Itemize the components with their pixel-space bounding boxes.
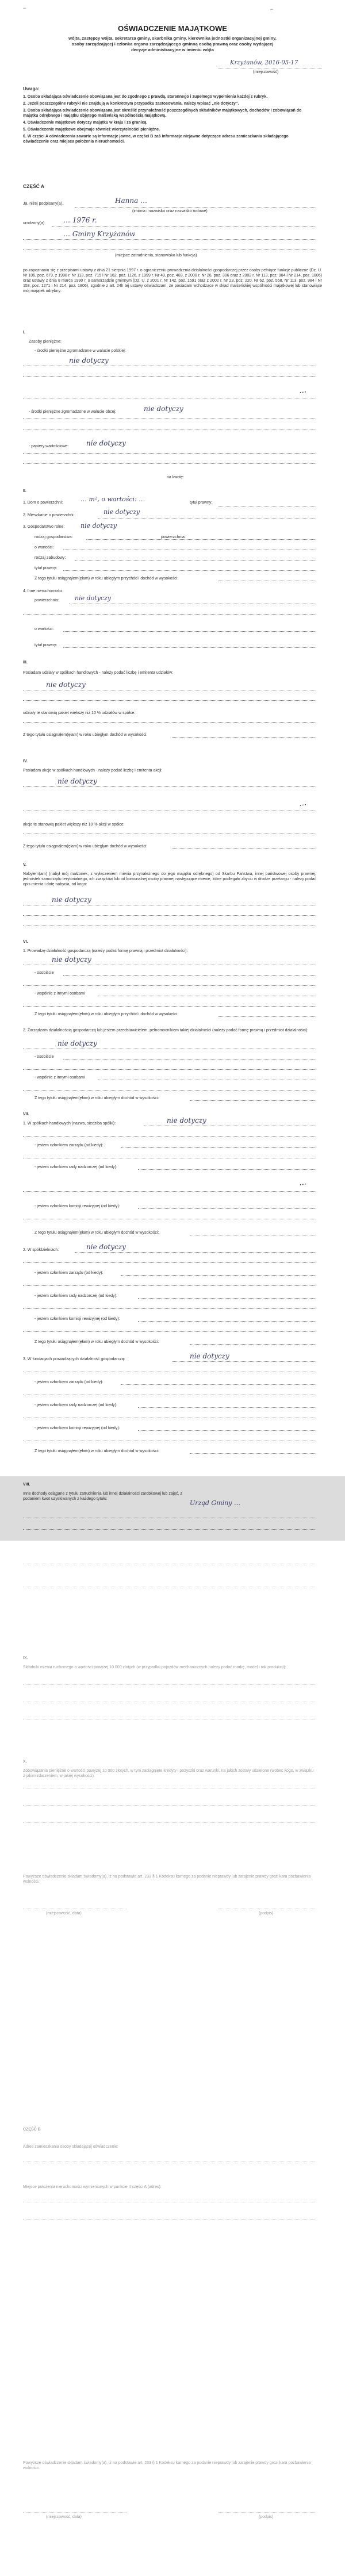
workplace-line-2	[23, 249, 316, 250]
section-v-line-2	[23, 915, 316, 916]
securities-label: - papiery wartościowe:	[29, 444, 69, 448]
vi-line-a	[23, 985, 316, 986]
vii-line-a	[23, 1136, 316, 1137]
section-iii-line-3	[23, 722, 316, 723]
house-value: … m², o wartości: …	[80, 496, 145, 503]
vii-income2-line	[190, 1344, 316, 1345]
vi-income1-line	[218, 1016, 316, 1017]
vii-income1: Z tego tytułu osiągnąłem(ęłam) w roku ubiegłym dochód w wysokości:	[34, 1231, 159, 1235]
vii-zarzad: - jestem członkiem zarządu (od kiedy):	[34, 1143, 103, 1147]
initials-signature-2: …	[298, 798, 307, 808]
section-viii-roman: VIII.	[23, 1483, 30, 1487]
x-line-2	[23, 1805, 316, 1806]
flat-value: nie dotyczy	[103, 508, 140, 516]
legal-text: po zapoznaniu się z przepisami ustawy z dnia 21 sierpnia 1997 r. o ograniczeniu prowadzenia działalności gospodarczej przez osoby pełniące funkcje publiczne (Dz. U. Nr 106, poz. 679, z 1998 r. Nr 113, poz. 715 i Nr 162, poz. 1126, z 1999 r. Nr 49, poz. 483, z 2000 r. Nr 26, poz. 306 oraz z 2002 r. Nr 113, poz. 984 i Nr 214, poz. 1806) oraz ustawy z dnia 8 marca 1990 r. o samorządzie gminnym (Dz. U. z 2001 r. Nr 142, poz. 1591 oraz z 2002 r. Nr 23, poz. 220, Nr 62, poz. 558, Nr 113, poz. 984 i Nr 153, poz. 1271 i Nr 214, poz. 1806), zgodnie z art. 24h tej ustawy oświadczam, że posiadam wchodzące w skład małżeńskiej wspólności majątkowej lub stanowiące mój majątek odrębny:	[23, 268, 322, 293]
farm-value: nie dotyczy	[80, 522, 117, 529]
house-title-label: tytuł prawny:	[190, 501, 213, 505]
securities-line-2	[23, 463, 316, 464]
place-date-label: (miejscowość)	[253, 70, 279, 74]
vi-income2-line	[190, 1100, 316, 1101]
x-line-3	[23, 1822, 316, 1823]
vii-rada2: - jestem członkiem rady nadzorczej (od kiedy):	[34, 1294, 117, 1298]
uwaga-list	[23, 94, 310, 146]
footer2-sign-line	[218, 2512, 316, 2513]
czesc-b-address-label: Adres zamieszkania osoby składającej oświadczenie:	[23, 2145, 118, 2149]
section-i-label: Zasoby pieniężne:	[29, 340, 62, 344]
vii-item2-line	[75, 1252, 316, 1253]
section-v-text: Nabyłem(am) (nabył mój małżonek, z wyłączeniem mienia przynależnego do jego majątku odrębnego) od Skarbu Państwa, innej państwowej osoby prawnej, jednostek samorządu terytorialnego, ich związków lub od komunalnej osoby prawnej następujące mienie, które podlegało zbyciu w drodze przetargu - należy podać opis mienia i datę nabycia, od kogo:	[23, 872, 316, 886]
vii-komisja: - jestem członkiem komisji rewizyjnej (od kiedy):	[34, 1204, 120, 1208]
vi-osobiscie2: - osobiście	[34, 1055, 54, 1059]
vii-zarzad2-line	[121, 1275, 316, 1276]
pln-value: nie dotyczy	[69, 356, 109, 364]
section-viii-value: Urząd Gminy …	[190, 1499, 240, 1507]
vi-wspolnie: - wspólnie z innymi osobami	[34, 992, 85, 996]
declarant-value: Hanna …	[115, 197, 148, 205]
section-i-roman: I.	[23, 331, 25, 335]
footer2-sign-label: (podpis)	[259, 2515, 274, 2519]
footer-sign-label: (podpis)	[259, 1911, 274, 1915]
flat-label: 2. Mieszkanie o powierzchni:	[23, 513, 75, 517]
declarant-line	[75, 207, 316, 208]
footer-place-label: (miejscowość, data)	[46, 1911, 82, 1915]
scan-fold-band	[0, 1476, 345, 1541]
other-area-value: nie dotyczy	[75, 594, 112, 602]
footer2-place-line	[23, 2512, 126, 2513]
other-title-line	[63, 647, 316, 648]
vii-income3-line	[190, 1453, 316, 1454]
law-note: Powyższe oświadczenie składam świadomy(a), iż na podstawie art. 233 § 1 Kodeksu karnego za podanie nieprawdy lub zatajenie prawdy grozi kara pozbawienia wolności.	[23, 1875, 311, 1884]
vii-income3: Z tego tytułu osiągnąłem(ęłam) w roku ubiegłym dochód w wysokości:	[34, 1449, 159, 1453]
vii-komisja-line	[138, 1208, 316, 1209]
vii-line-c	[23, 1191, 316, 1192]
vii-line-h	[23, 1331, 316, 1332]
uwaga-item: 5. Oświadczenie majątkowe obejmuje również wierzytelności pieniężne.	[23, 128, 160, 132]
vii-rada2-line	[138, 1298, 316, 1299]
place-date-value: Krzyżanów, 2016-05-17	[230, 60, 298, 66]
section-viii-text: Inne dochody osiągane z tytułu zatrudnienia lub innej działalności zarobkowej lub zajęć, z podaniem kwot uzyskiwanych z każdego tytułu:	[23, 1492, 183, 1501]
section-ii-roman: II.	[23, 489, 26, 493]
vii-income2: Z tego tytułu osiągnąłem(ęłam) w roku ubiegłym dochód w wysokości:	[34, 1340, 159, 1344]
born-value: … 1976 r.	[63, 216, 97, 224]
section-vii-roman: VII.	[23, 1112, 29, 1116]
other-title-label: tytuł prawny:	[34, 643, 57, 647]
top-stamp-left: …	[23, 5, 26, 10]
pln-line-2	[23, 376, 316, 377]
uwaga-item: 1. Osoba składająca oświadczenie obowiązana jest do zgodnego z prawdą, starannego i zupełnego wypełnienia każdej z rubryk.	[23, 95, 268, 99]
pln-label: - środki pieniężne zgromadzone w walucie polskiej:	[34, 349, 126, 353]
section-x-text: Zobowiązania pieniężne o wartości powyżej 10 000 złotych, w tym zaciągnięte kredyty i pożyczki oraz warunki, na jakich zostały udzielone (wobec kogo, w związku z jakim zdarzeniem, w jakiej wysokości):	[23, 1769, 314, 1778]
vi-item2: 2. Zarządzam działalnością gospodarczą lub jestem przedstawicielem, pełnomocnikiem takiej działalności (należy podać formę prawną i przedmiot działalności):	[23, 1028, 309, 1032]
section-viii-line-2	[23, 1529, 316, 1530]
vii-item3-line	[172, 1361, 316, 1362]
born-line	[52, 226, 316, 227]
uwaga-item: 4. Oświadczenie majątkowe dotyczy majątku w kraju i za granicą.	[23, 121, 148, 125]
section-ix-text: Składniki mienia ruchomego o wartości powyżej 10 000 złotych (w przypadku pojazdów mechanicznych należy podać markę, model i rok produkcji):	[23, 1665, 286, 1669]
vi-line-c	[23, 1069, 316, 1070]
other-worth-line	[63, 631, 316, 632]
vi-income2: Z tego tytułu osiągnąłem(ęłam) w roku ubiegłym dochód w wysokości:	[34, 1096, 159, 1100]
farm-kind-label: rodzaj gospodarstwa:	[34, 535, 73, 539]
farm-worth-label: o wartości:	[34, 546, 54, 550]
section-iii-income: Z tego tytułu osiągnąłem(ęłam) w roku ubiegłym dochód w wysokości:	[23, 733, 148, 737]
workplace-line-1	[23, 239, 316, 240]
section-iii-roman: III.	[23, 661, 28, 665]
farm-title-label: tytuł prawny:	[34, 566, 57, 570]
form-title: OŚWIADCZENIE MAJĄTKOWE	[118, 24, 227, 33]
section-vi-roman: VI.	[23, 940, 28, 944]
vii-rada3-line	[138, 1407, 316, 1408]
vi-line-d	[23, 1090, 316, 1091]
vi-income1: Z tego tytułu osiągnąłem(ęłam) w roku ubiegłym przychód i dochód w wysokości:	[34, 1012, 179, 1016]
section-iv-text: Posiadam akcje w spółkach handlowych - należy podać liczbę i emitenta akcji:	[23, 769, 163, 773]
farm-area-label: powierzchnia:	[161, 535, 186, 539]
vii-zarzad2: - jestem członkiem zarządu (od kiedy):	[34, 1271, 103, 1275]
farm-label: 3. Gospodarstwo rolne:	[23, 525, 65, 529]
vii-komisja2: - jestem członkiem komisji rewizyjnej (od kiedy):	[34, 1317, 120, 1321]
section-iv-income: Z tego tytułu osiągnąłem(ęłam) w roku ubiegłym dochód w wysokości:	[23, 844, 148, 849]
section-iii-value: nie dotyczy	[46, 681, 86, 689]
vii-item3: 3. W fundacjach prowadzących działalność gospodarczą:	[23, 1357, 125, 1361]
section-iv-roman: IV.	[23, 759, 28, 763]
ix-line-1	[23, 1684, 316, 1685]
vii-item3-value: nie dotyczy	[190, 1352, 229, 1360]
foreign-value: nie dotyczy	[144, 405, 183, 413]
other-label: 4. Inne nieruchomości:	[23, 589, 64, 593]
czesc-a-title: CZĘŚĆ A	[23, 183, 44, 189]
farm-income-label: Z tego tytułu osiągnąłem(ęłam) w roku ubiegłym przychód i dochód w wysokości:	[34, 577, 179, 581]
other-line-2	[23, 614, 316, 615]
vii-komisja3: - jestem członkiem komisji rewizyjnej (od kiedy):	[34, 1426, 120, 1430]
vii-zarzad3: - jestem członkiem zarządu (od kiedy):	[34, 1380, 103, 1384]
vii-komisja2-line	[138, 1321, 316, 1322]
uwaga-item: 2. Jeżeli poszczególne rubryki nie znajdują w konkretnym przypadku zastosowania, należy wpisać „nie dotyczy”.	[23, 102, 239, 106]
farm-title-line	[63, 570, 316, 571]
farm-kind-line	[86, 539, 316, 540]
section-iii-income-line	[172, 737, 316, 738]
vi-osobiscie: - osobiście	[34, 971, 54, 975]
other-area-label: powierzchnia:	[34, 598, 59, 602]
declarant-label: Ja, niżej podpisany(a),	[23, 202, 64, 206]
house-label: 1. Dom o powierzchni:	[23, 501, 63, 505]
vii-line-e	[23, 1262, 316, 1263]
section-iv-value: nie dotyczy	[57, 777, 97, 785]
initials-signature-1: …	[298, 386, 307, 396]
vi-line-b	[23, 1006, 316, 1007]
law-note-2: Powyższe oświadczenie składam świadomy(a), iż na podstawie art. 233 § 1 Kodeksu karnego za podanie nieprawdy lub zatajenie prawdy grozi kara pozbawienia wolności.	[23, 2461, 311, 2470]
vi-item1-value: nie dotyczy	[52, 955, 91, 963]
vii-komisja3-line	[138, 1430, 316, 1431]
uwaga-item: 3. Osoba składająca oświadczenie obowiązana jest określić przynależność poszczególnych składników majątkowych, dochodów i zobowiązań do majątku odrębnego i majątku objętego małżeńską wspólnością majątkową.	[23, 109, 302, 118]
czesc-b-title: CZĘŚĆ B	[23, 2128, 41, 2132]
vii-item2-value: nie dotyczy	[86, 1243, 126, 1251]
section-iii-line-2	[23, 700, 316, 701]
vii-zarzad-line	[121, 1147, 316, 1148]
vii-rada: - jestem członkiem rady nadzorczej (od kiedy):	[34, 1165, 117, 1169]
b-line-3	[23, 2219, 316, 2220]
vii-rada3: - jestem członkiem rady nadzorczej (od kiedy):	[34, 1403, 117, 1407]
vi-item2-value: nie dotyczy	[57, 1039, 97, 1047]
vii-item1: 1. W spółkach handlowych (nazwa, siedziba spółki):	[23, 1122, 116, 1126]
section-iv-over10: akcje te stanowią pakiet większy niż 10 % akcji w spółce:	[23, 823, 125, 827]
workplace-value: … Gminy Krzyżanów	[63, 230, 136, 238]
uwaga-title: Uwaga:	[23, 86, 40, 91]
vii-line-g	[23, 1308, 316, 1309]
vii-item2: 2. W spółdzielniach:	[23, 1248, 59, 1252]
footer2-place-label: (miejscowość, data)	[46, 2515, 82, 2519]
section-iii-text: Posiadam udziały w spółkach handlowych - należy podać liczbę i emitenta udziałów:	[23, 671, 174, 675]
vi-osobiscie-line	[63, 975, 316, 976]
vii-item1-value: nie dotyczy	[167, 1116, 206, 1124]
declarant-caption: (imiona i nazwisko oraz nazwisko rodowe)	[132, 209, 208, 213]
vi-item1: 1. Prowadzę działalność gospodarczą (należy podać formę prawną i przedmiot działalności):	[23, 949, 188, 953]
czesc-b-property-label: Miejsce położenia nieruchomości wymienionych w punkcie II części A (adres):	[23, 2185, 162, 2189]
section-v-value: nie dotyczy	[52, 896, 91, 904]
workplace-caption: (miejsce zatrudnienia, stanowisko lub funkcja)	[115, 254, 197, 258]
section-ix-roman: IX.	[23, 1656, 28, 1660]
born-label: urodzony(a)	[23, 221, 45, 225]
form-subtitle: wójta, zastępcy wójta, sekretarza gminy, skarbnika gminy, kierownika jednostki organizacyjnej gminy, osoby zarządzającej i członka organu zarządzającego gminną osobą prawną oraz osoby wydającej decyzje administracyjne w imieniu wójta	[68, 36, 277, 52]
section-iii-over10: udziały te stanowią pakiet większy niż 10 % udziałów w spółce:	[23, 711, 136, 715]
initials-signature-3: …	[298, 1178, 307, 1188]
section-iv-line	[23, 786, 316, 787]
other-worth-label: o wartości:	[34, 627, 54, 631]
top-stamp-right: …	[270, 6, 273, 11]
section-v-roman: V.	[23, 863, 26, 867]
vi-wspolnie2: - wspólnie z innymi osobami	[34, 1076, 85, 1080]
securities-amount-label: na kwotę:	[167, 475, 184, 479]
vii-line-f	[23, 1285, 316, 1286]
securities-value: nie dotyczy	[86, 439, 126, 447]
vii-rada-line	[138, 1169, 316, 1170]
section-x-roman: X.	[23, 1760, 27, 1764]
uwaga-item: 6. W części A oświadczenia zawarte są informacje jawne, w części B zaś informacje niejawne dotyczące adresu zamieszkania składającego oświadczenie oraz miejsca położenia nieruchomości.	[23, 135, 289, 144]
farm-buildings-label: rodzaj zabudowy:	[34, 556, 66, 560]
vii-zarzad3-line	[121, 1384, 316, 1385]
securities-line	[23, 453, 316, 454]
foreign-label: - środki pieniężne zgromadzone w walucie obcej:	[29, 410, 117, 414]
